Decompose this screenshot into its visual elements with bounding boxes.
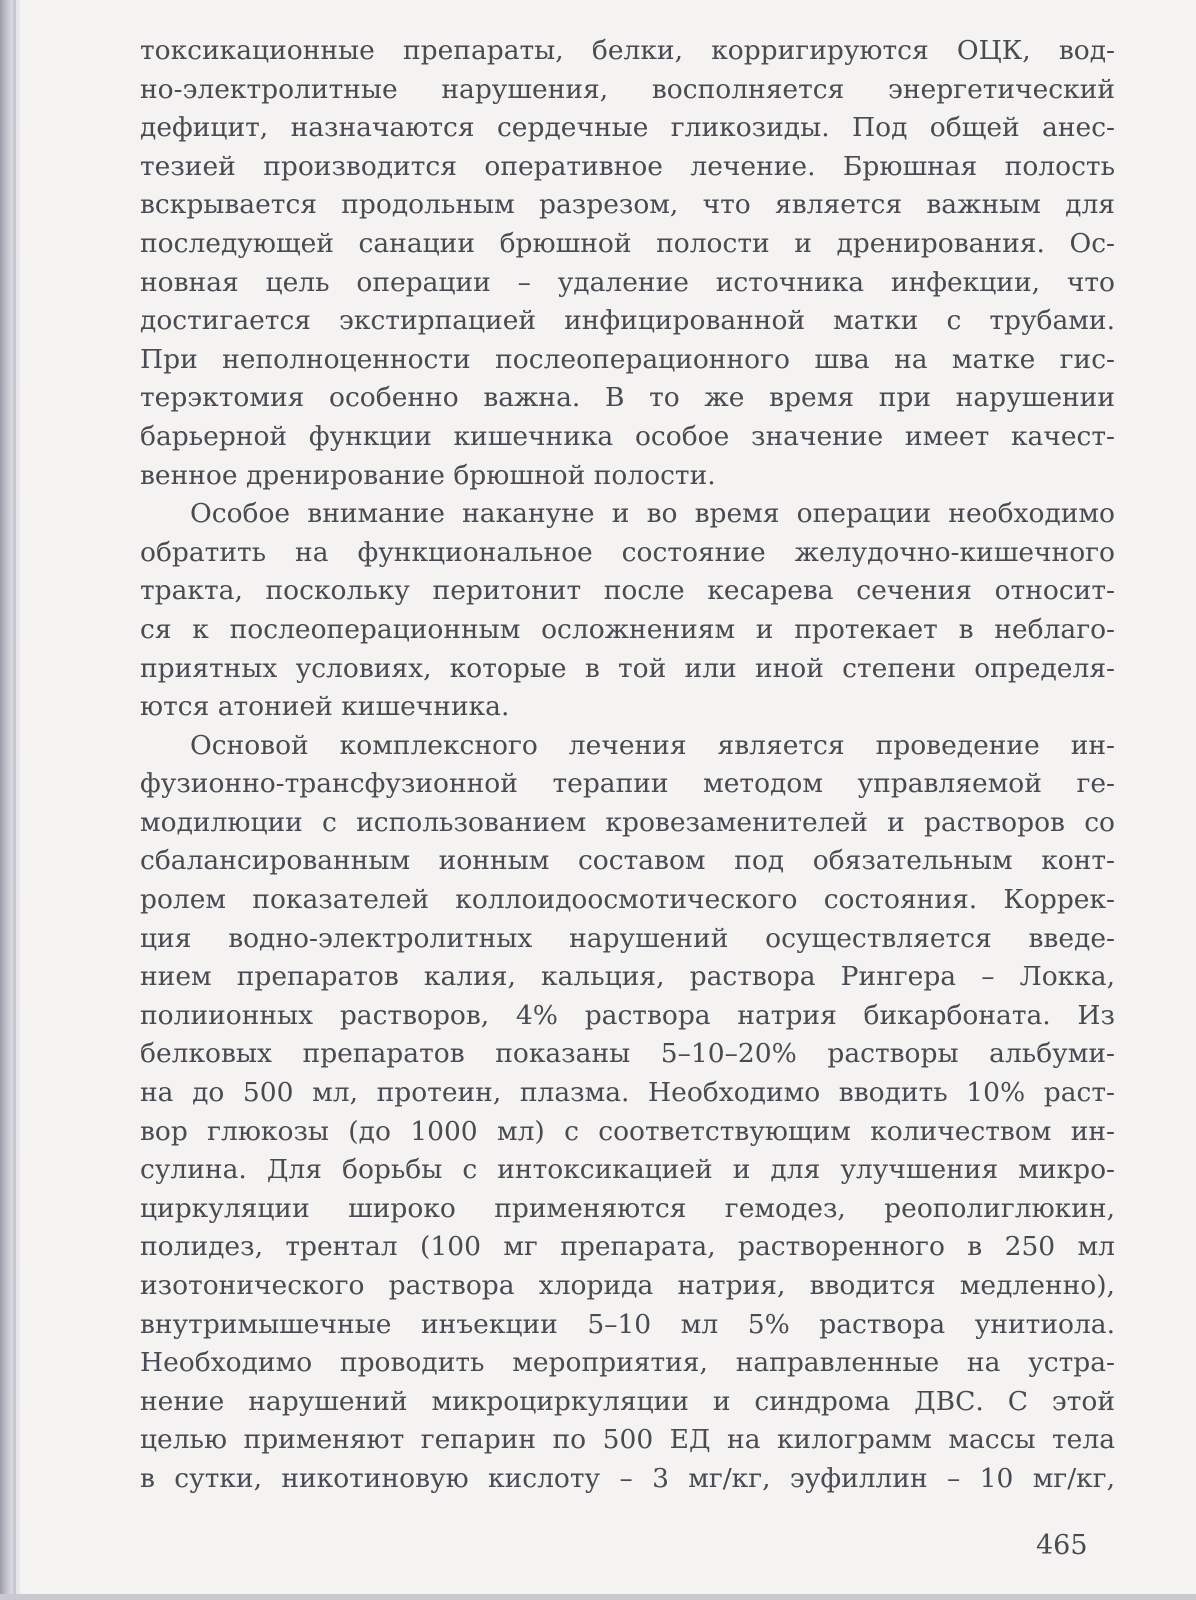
text-line: нение нарушений микроциркуляции и синдрома ДВС. С этой [140, 1385, 1115, 1417]
text-line: изотонического раствора хлорида натрия, вводится медленно), [140, 1270, 1115, 1301]
text-line: венное дренирование брюшной полости. [140, 459, 716, 491]
text-line: внутримышечные инъекции 5–10 мл 5% раствора унитиола. [140, 1308, 1115, 1340]
text-line: вор глюкозы (до 1000 мл) с соответствующим количеством ин- [140, 1115, 1115, 1147]
text-line: последующей санации брюшной полости и дренирования. Ос- [140, 227, 1115, 259]
text-line: достигается экстирпацией инфицированной матки с трубами. [140, 305, 1115, 337]
text-line: сбалансированным ионным составом под обязательным конт- [140, 845, 1115, 877]
text-line: вскрывается продольным разрезом, что является важным для [140, 189, 1115, 221]
text-line: полиионных растворов, 4% раствора натрия бикарбоната. Из [140, 999, 1115, 1031]
page-spine-shadow [0, 0, 20, 1600]
body-text [140, 32, 1115, 1499]
text-line: дефицит, назначаются сердечные гликозиды. Под общей анес- [140, 112, 1115, 144]
text-line: ролем показателей коллоидоосмотического состояния. Коррек- [140, 884, 1115, 916]
text-line: циркуляции широко применяются гемодез, реополиглюкин, [140, 1192, 1115, 1224]
text-line: приятных условиях, которые в той или иной степени определя- [140, 652, 1115, 684]
page-spine-line [13, 0, 16, 1600]
text-line: При неполноценности послеоперационного шва на матке гис- [140, 343, 1115, 375]
text-line: новная цель операции – удаление источника инфекции, что [140, 266, 1115, 298]
text-line: целью применяют гепарин по 500 ЕД на килограмм массы тела [140, 1424, 1115, 1456]
text-line: обратить на функциональное состояние желудочно-кишечного [140, 536, 1115, 568]
page-bottom-edge [0, 1594, 1196, 1600]
text-line: нием препаратов калия, кальция, раствора Рингера – Локка, [140, 961, 1115, 993]
text-line: токсикационные препараты, белки, корригируются ОЦК, вод- [140, 35, 1115, 66]
text-line: Необходимо проводить мероприятия, направленные на устра- [140, 1347, 1115, 1379]
text-line: терэктомия особенно важна. В то же время при нарушении [140, 382, 1115, 414]
page-number: 465 [1036, 1530, 1088, 1561]
text-line: ются атонией кишечника. [140, 691, 510, 723]
text-line: но-электролитные нарушения, восполняется энергетический [140, 73, 1115, 105]
text-line: полидез, трентал (100 мг препарата, растворенного в 250 мл [140, 1231, 1115, 1263]
text-line: в сутки, никотиновую кислоту – 3 мг/кг, эуфиллин – 10 мг/кг, [140, 1462, 1115, 1494]
text-line: тезией производится оперативное лечение. Брюшная полость [140, 150, 1115, 182]
text-line: Особое внимание накануне и во время операции необходимо [190, 498, 1115, 530]
text-line: фузионно-трансфузионной терапии методом управляемой ге- [140, 768, 1115, 800]
text-line: барьерной функции кишечника особое значение имеет качест- [140, 420, 1115, 452]
text-line: ся к послеоперационным осложнениям и протекает в неблаго- [140, 613, 1115, 645]
text-line: модилюции с использованием кровезаменителей и растворов со [140, 806, 1115, 838]
text-line: сулина. Для борьбы с интоксикацией и для улучшения микро- [140, 1154, 1115, 1186]
text-line: Основой комплексного лечения является проведение ин- [190, 729, 1115, 761]
text-line: белковых препаратов показаны 5–10–20% растворы альбуми- [140, 1038, 1115, 1070]
text-line: ция водно-электролитных нарушений осуществляется введе- [140, 922, 1115, 954]
text-line: на до 500 мл, протеин, плазма. Необходимо вводить 10% раст- [140, 1077, 1115, 1109]
text-line: тракта, поскольку перитонит после кесарева сечения относит- [140, 575, 1115, 607]
